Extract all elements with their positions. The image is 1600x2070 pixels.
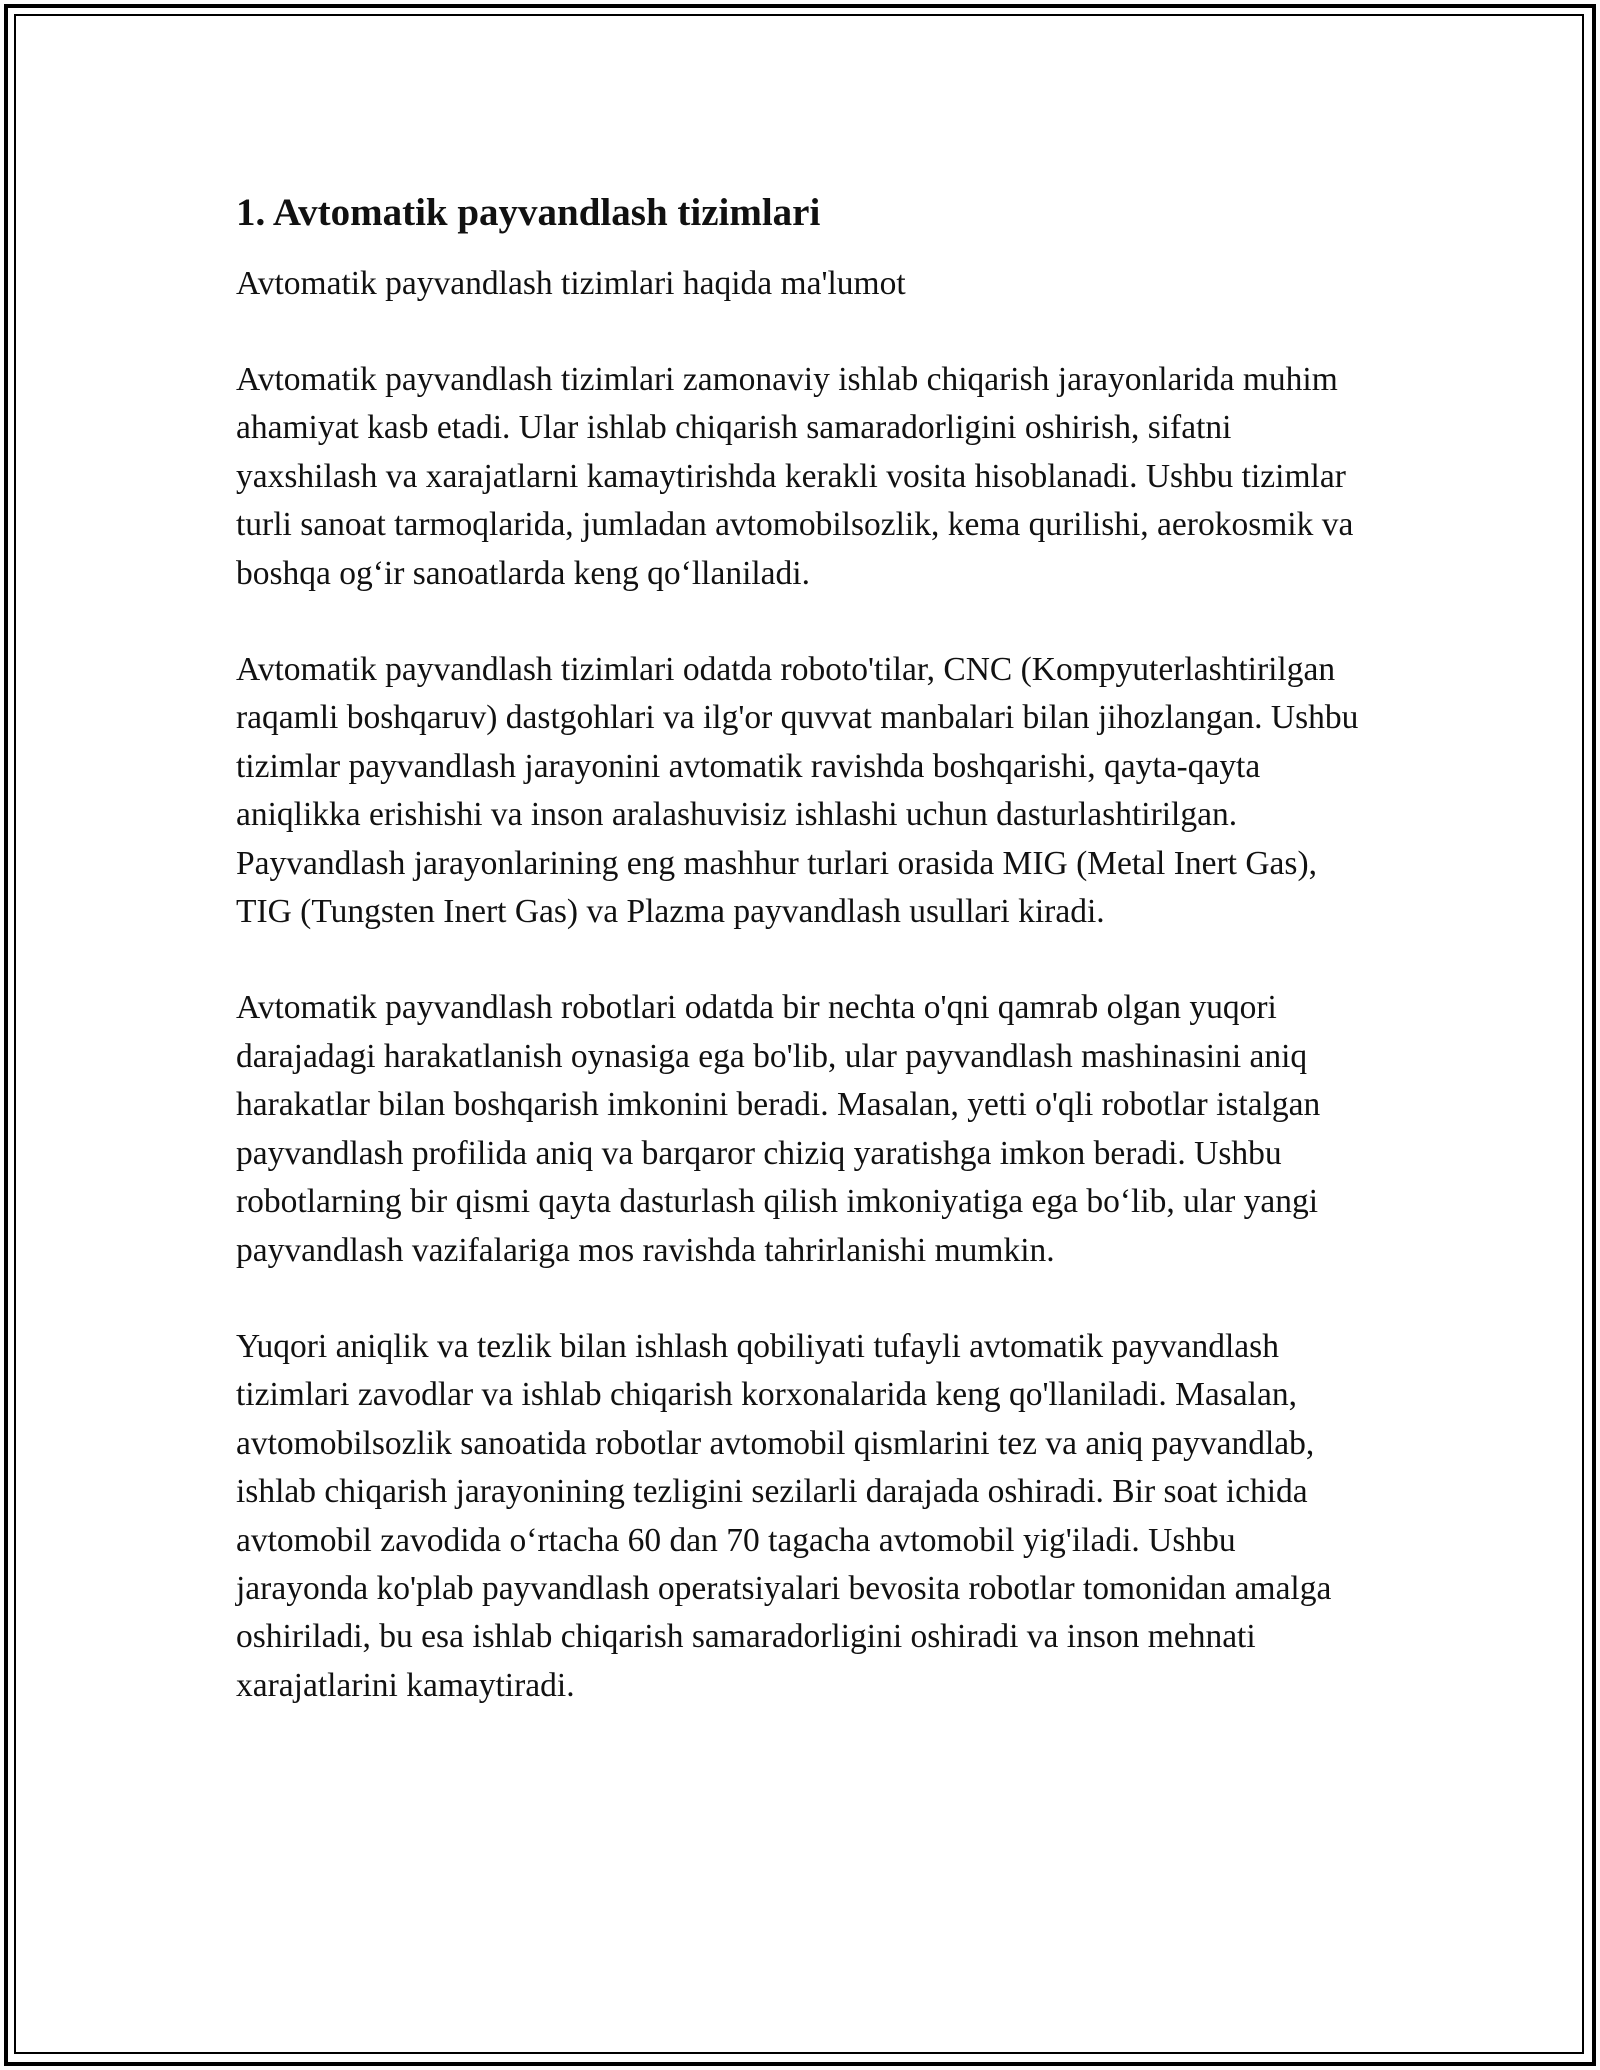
document-body bbox=[236, 186, 1366, 1710]
section-subtitle: Avtomatik payvandlash tizimlari haqida ma'lumot bbox=[236, 265, 906, 302]
paragraph-3: Avtomatik payvandlash robotlari odatda bir nechta o'qni qamrab olgan yuqori darajadagi harakatlanish oynasiga ega bo'lib, ular payvandlash mashinasini aniq harakatlar bilan boshqarish imkonini beradi. Masalan, yetti o'qli robotlar istalgan payvandlash profilida aniq va barqaror chiziq yaratishga imkon beradi. Ushbu robotlarning bir qismi qayta dasturlash qilish imkoniyatiga ega bo‘lib, ular yangi payvandlash vazifalariga mos ravishda tahrirlanishi mumkin. bbox=[236, 989, 1321, 1269]
paragraph-4: Yuqori aniqlik va tezlik bilan ishlash qobiliyati tufayli avtomatik payvandlash tizimlari zavodlar va ishlab chiqarish korxonalarida keng qo'llaniladi. Masalan, avtomobilsozlik sanoatida robotlar avtomobil qismlarini tez va aniq payvandlab, ishlab chiqarish jarayonining tezligini sezilarli darajada oshiradi. Bir soat ichida avtomobil zavodida o‘rtacha 60 dan 70 tagacha avtomobil yig'iladi. Ushbu jarayonda ko'plab payvandlash operatsiyalari bevosita robotlar tomonidan amalga oshiriladi, bu esa ishlab chiqarish samaradorligini oshiradi va inson mehnati xarajatlarini kamaytiradi. bbox=[236, 1327, 1332, 1704]
section-heading: 1. Avtomatik payvandlash tizimlari bbox=[236, 191, 821, 234]
paragraph-2: Avtomatik payvandlash tizimlari odatda roboto'tilar, CNC (Kompyuterlashtirilgan raqamli boshqaruv) dastgohlari va ilg'or quvvat manbalari bilan jihozlangan. Ushbu tizimlar payvandlash jarayonini avtomatik ravishda boshqarishi, qayta-qayta aniqlikka erishishi va inson aralashuvisiz ishlashi uchun dasturlashtirilgan. Payvandlash jarayonlarining eng mashhur turlari orasida MIG (Metal Inert Gas), TIG (Tungsten Inert Gas) va Plazma payvandlash usullari kiradi. bbox=[236, 651, 1359, 931]
paragraph-1: Avtomatik payvandlash tizimlari zamonaviy ishlab chiqarish jarayonlarida muhim ahamiyat kasb etadi. Ular ishlab chiqarish samaradorligini oshirish, sifatni yaxshilash va xarajatlarni kamaytirishda kerakli vosita hisoblanadi. Ushbu tizimlar turli sanoat tarmoqlarida, jumladan avtomobilsozlik, kema qurilishi, aerokosmik va boshqa og‘ir sanoatlarda keng qo‘llaniladi. bbox=[236, 361, 1354, 592]
